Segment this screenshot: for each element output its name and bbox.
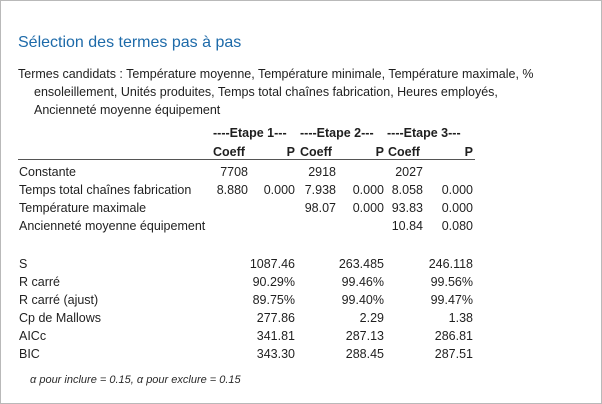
stat-value: 1.38 xyxy=(448,311,473,325)
stat-value: 89.75% xyxy=(252,293,295,307)
cell: 93.83 xyxy=(391,201,423,215)
stat-value: 99.56% xyxy=(430,275,473,289)
step-2-header: ----Etape 2--- xyxy=(300,126,374,140)
cell: 98.07 xyxy=(304,201,336,215)
stat-label: BIC xyxy=(19,347,40,361)
stat-value: 277.86 xyxy=(256,311,295,325)
p-header: P xyxy=(464,145,473,159)
stat-value: 1087.46 xyxy=(249,257,295,271)
cell: 0.000 xyxy=(441,201,473,215)
row-label: Température maximale xyxy=(19,201,147,215)
row-label: Ancienneté moyenne équipement xyxy=(19,219,206,233)
candidate-terms-line: Termes candidats : Température moyenne, Température minimale, Température maximale, % xyxy=(18,67,534,81)
stat-value: 99.47% xyxy=(430,293,473,307)
stat-value: 99.46% xyxy=(341,275,384,289)
candidate-terms xyxy=(18,65,586,119)
stat-label: R carré (ajust) xyxy=(19,293,99,307)
alpha-footnote: α pour inclure = 0.15, α pour exclure = 0.15 xyxy=(30,374,241,386)
stat-value: 341.81 xyxy=(256,329,295,343)
step-1-header: ----Etape 1--- xyxy=(213,126,287,140)
stat-value: 99.40% xyxy=(341,293,384,307)
coeff-header: Coeff xyxy=(300,145,332,159)
candidate-terms-line: ensoleillement, Unités produites, Temps total chaînes fabrication, Heures employés, xyxy=(34,85,498,99)
cell: 8.058 xyxy=(391,183,423,197)
cell: 10.84 xyxy=(391,219,423,233)
cell: 7708 xyxy=(220,165,248,179)
stat-value: 286.81 xyxy=(434,329,473,343)
row-label: Constante xyxy=(19,165,76,179)
p-header: P xyxy=(286,145,295,159)
row-label: Temps total chaînes fabrication xyxy=(19,183,192,197)
step-3-header: ----Etape 3--- xyxy=(387,126,461,140)
cell: 2918 xyxy=(308,165,336,179)
cell: 7.938 xyxy=(304,183,336,197)
stat-value: 246.118 xyxy=(428,257,473,271)
stat-value: 2.29 xyxy=(359,311,384,325)
candidate-terms-line: Ancienneté moyenne équipement xyxy=(34,103,221,117)
coeff-header: Coeff xyxy=(213,145,245,159)
p-header: P xyxy=(375,145,384,159)
cell: 0.000 xyxy=(352,183,384,197)
cell: 8.880 xyxy=(216,183,248,197)
cell: 0.000 xyxy=(263,183,295,197)
stat-value: 343.30 xyxy=(256,347,295,361)
stat-value: 287.13 xyxy=(345,329,384,343)
header-divider xyxy=(18,159,475,160)
stat-value: 263.485 xyxy=(338,257,384,271)
stat-label: S xyxy=(19,257,28,271)
cell: 0.000 xyxy=(441,183,473,197)
stat-value: 90.29% xyxy=(252,275,295,289)
stat-label: AICc xyxy=(19,329,47,343)
stat-label: R carré xyxy=(19,275,60,289)
page-title: Sélection des termes pas à pas xyxy=(18,34,242,51)
stat-label: Cp de Mallows xyxy=(19,311,101,325)
stat-value: 288.45 xyxy=(345,347,384,361)
cell: 2027 xyxy=(395,165,423,179)
stat-value: 287.51 xyxy=(434,347,473,361)
cell: 0.000 xyxy=(352,201,384,215)
coeff-header: Coeff xyxy=(388,145,420,159)
cell: 0.080 xyxy=(441,219,473,233)
